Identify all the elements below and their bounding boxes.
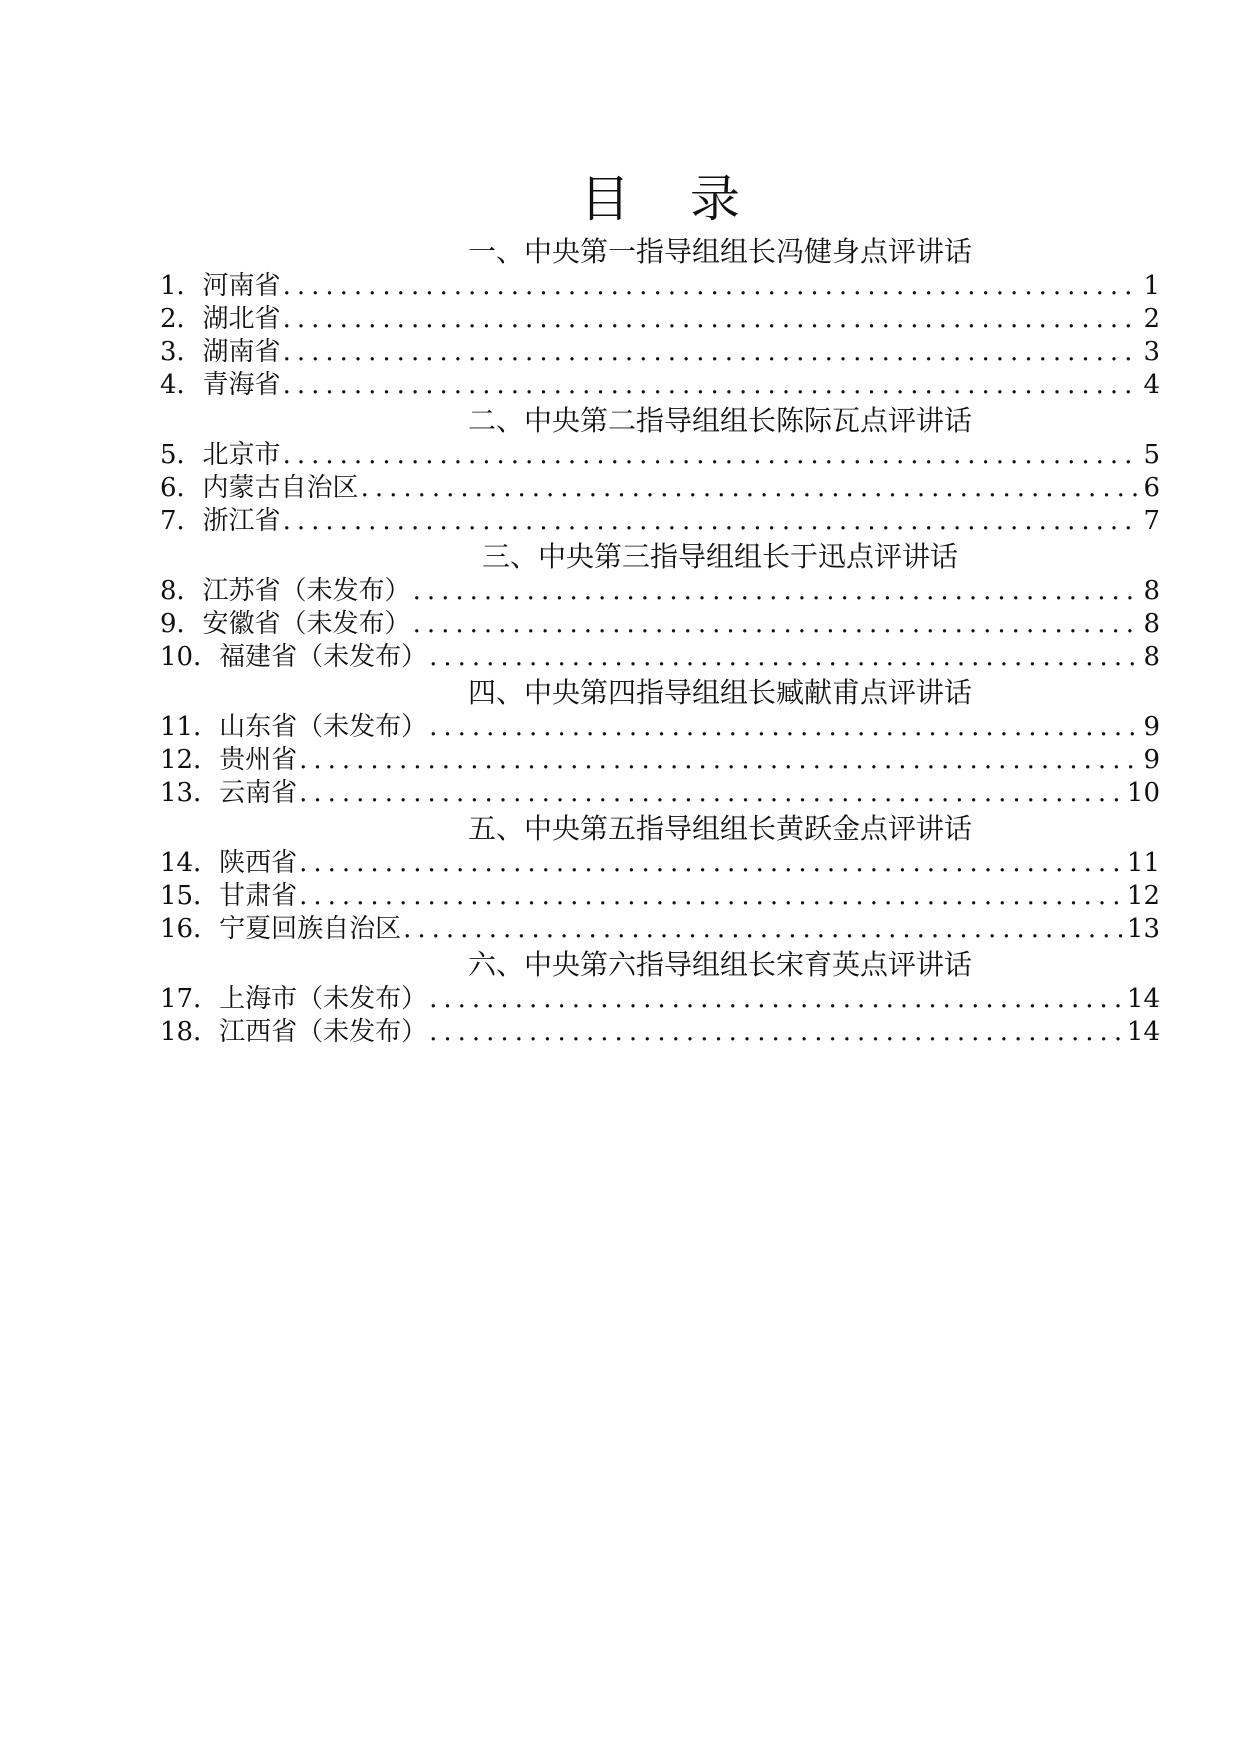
toc-entry[interactable] — [160, 575, 1160, 608]
dot-leader — [283, 505, 1142, 538]
dot-leader — [283, 336, 1142, 369]
entry-number: 2． — [160, 304, 203, 334]
toc-entry[interactable] — [160, 303, 1160, 336]
entry-label: 贵州省 — [219, 745, 298, 775]
entry-label: 宁夏回族自治区 — [219, 914, 402, 944]
toc-entry[interactable] — [160, 472, 1160, 505]
entry-label: 江西省（未发布） — [219, 1017, 428, 1047]
entry-number: 11． — [160, 712, 220, 742]
entry-label: 内蒙古自治区 — [202, 473, 359, 503]
entry-number: 1． — [160, 271, 203, 301]
entry-label: 湖南省 — [202, 337, 281, 367]
toc-entry[interactable] — [160, 439, 1160, 472]
entry-page-number: 9 — [1143, 712, 1160, 742]
entry-number: 4． — [160, 370, 203, 400]
entry-label: 北京市 — [202, 440, 281, 470]
entry-label: 青海省 — [202, 370, 281, 400]
section-heading: 三、中央第三指导组组长于迅点评讲话 — [481, 540, 958, 573]
dot-leader — [429, 641, 1141, 674]
toc-entry[interactable] — [160, 641, 1160, 674]
dot-leader — [283, 439, 1142, 472]
toc-entry[interactable] — [160, 983, 1160, 1016]
section-heading: 四、中央第四指导组组长臧献甫点评讲话 — [467, 676, 972, 709]
entry-page-number: 1 — [1143, 271, 1160, 301]
section-heading: 五、中央第五指导组组长黄跃金点评讲话 — [467, 812, 972, 845]
entry-label: 福建省（未发布） — [219, 642, 428, 672]
entry-number: 9． — [160, 609, 203, 639]
entry-page-number: 9 — [1143, 745, 1160, 775]
dot-leader — [361, 472, 1142, 505]
dot-leader — [283, 303, 1142, 336]
toc-entry[interactable] — [160, 744, 1160, 777]
dot-leader — [429, 711, 1141, 744]
dot-leader — [413, 575, 1142, 608]
entry-page-number: 10 — [1126, 778, 1160, 808]
entry-number: 13． — [160, 778, 220, 808]
dot-leader — [403, 913, 1125, 946]
entry-page-number: 2 — [1143, 304, 1160, 334]
toc-entry[interactable] — [160, 336, 1160, 369]
entry-number: 15． — [160, 881, 220, 911]
entry-label: 山东省（未发布） — [219, 712, 428, 742]
toc-entry[interactable] — [160, 270, 1160, 303]
toc-entry[interactable] — [160, 847, 1160, 880]
entry-page-number: 14 — [1126, 1017, 1160, 1047]
dot-leader — [283, 270, 1142, 303]
entry-number: 7． — [160, 506, 203, 536]
section-heading: 一、中央第一指导组组长冯健身点评讲话 — [467, 235, 972, 268]
table-of-contents — [160, 168, 1160, 1049]
entry-page-number: 14 — [1126, 984, 1160, 1014]
dot-leader — [299, 744, 1141, 777]
toc-entry[interactable] — [160, 1016, 1160, 1049]
entry-page-number: 8 — [1143, 642, 1160, 672]
section-heading: 六、中央第六指导组组长宋育英点评讲话 — [467, 948, 972, 981]
entry-page-number: 11 — [1126, 848, 1160, 878]
entry-number: 6． — [160, 473, 203, 503]
entry-number: 14． — [160, 848, 220, 878]
entry-page-number: 8 — [1143, 576, 1160, 606]
entry-number: 16． — [160, 914, 220, 944]
toc-title: 目 录 — [580, 170, 762, 228]
entry-label: 浙江省 — [202, 506, 281, 536]
toc-entry[interactable] — [160, 777, 1160, 810]
entry-label: 甘肃省 — [219, 881, 298, 911]
entry-page-number: 13 — [1126, 914, 1160, 944]
dot-leader — [429, 1016, 1125, 1049]
entry-label: 江苏省（未发布） — [202, 576, 411, 606]
section-heading: 二、中央第二指导组组长陈际瓦点评讲话 — [467, 404, 972, 437]
entry-page-number: 5 — [1143, 440, 1160, 470]
entry-page-number: 3 — [1143, 337, 1160, 367]
entry-page-number: 6 — [1143, 473, 1160, 503]
dot-leader — [283, 369, 1142, 402]
entry-number: 3． — [160, 337, 203, 367]
entry-number: 17． — [160, 984, 220, 1014]
toc-entry[interactable] — [160, 711, 1160, 744]
entry-label: 云南省 — [219, 778, 298, 808]
entry-label: 安徽省（未发布） — [202, 609, 411, 639]
entry-page-number: 12 — [1126, 881, 1160, 911]
toc-entry[interactable] — [160, 369, 1160, 402]
entry-page-number: 7 — [1143, 506, 1160, 536]
dot-leader — [413, 608, 1142, 641]
entry-number: 8． — [160, 576, 203, 606]
toc-entry[interactable] — [160, 880, 1160, 913]
dot-leader — [299, 847, 1125, 880]
entry-number: 18． — [160, 1017, 220, 1047]
entry-number: 5． — [160, 440, 203, 470]
entry-label: 湖北省 — [202, 304, 281, 334]
entry-label: 上海市（未发布） — [219, 984, 428, 1014]
dot-leader — [429, 983, 1125, 1016]
dot-leader — [299, 777, 1125, 810]
toc-entry[interactable] — [160, 913, 1160, 946]
entry-label: 河南省 — [202, 271, 281, 301]
entry-page-number: 8 — [1143, 609, 1160, 639]
entry-page-number: 4 — [1143, 370, 1160, 400]
dot-leader — [299, 880, 1125, 913]
toc-entry[interactable] — [160, 505, 1160, 538]
entry-number: 12． — [160, 745, 220, 775]
toc-entry[interactable] — [160, 608, 1160, 641]
entry-label: 陕西省 — [219, 848, 298, 878]
entry-number: 10． — [160, 642, 220, 672]
